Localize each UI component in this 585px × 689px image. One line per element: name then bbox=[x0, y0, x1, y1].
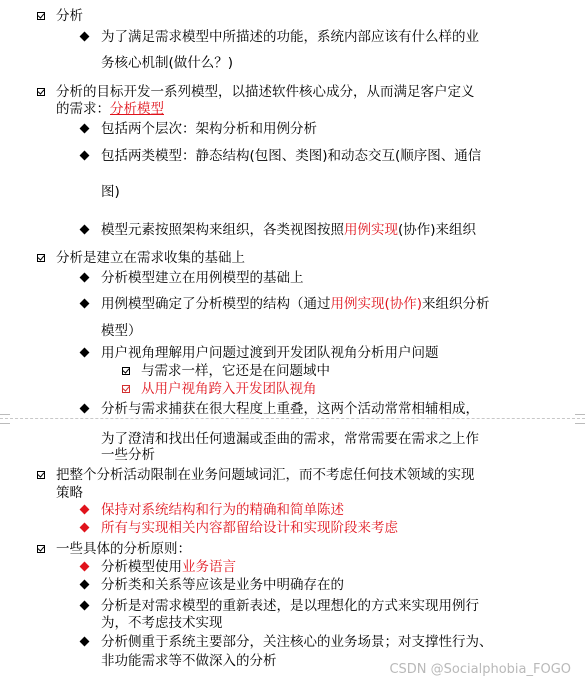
section-title: 分析是建立在需求收集的基础上 bbox=[56, 250, 245, 266]
checkbox-icon bbox=[37, 88, 45, 96]
diamond-bullet-icon bbox=[80, 225, 90, 235]
bullet-text: 模型元素按照架构来组织，各类视图按照用例实现(协作)来组织 bbox=[101, 222, 477, 238]
checkbox-icon bbox=[37, 12, 45, 20]
sub-bullet-text: 与需求一样，它还是在问题域中 bbox=[141, 363, 330, 379]
checkbox-icon bbox=[122, 367, 130, 375]
bullet-text: 所有与实现相关内容都留给设计和实现阶段来考虑 bbox=[101, 520, 398, 536]
watermark: CSDN @Socialphobia_FOGO bbox=[389, 662, 571, 677]
bullet-text: 分析与需求捕获在很大程度上重叠，这两个活动常常相辅相成， bbox=[101, 401, 479, 417]
bullet-text: 非功能需求等不做深入的分析 bbox=[101, 653, 277, 669]
page-break-marker bbox=[575, 414, 585, 424]
diamond-bullet-icon bbox=[80, 32, 90, 42]
bullet-text: 分析类和关系等应该是业务中明确存在的 bbox=[101, 577, 344, 593]
bullet-text: 分析模型使用业务语言 bbox=[101, 559, 236, 575]
diamond-bullet-icon bbox=[80, 580, 90, 590]
diamond-bullet-icon bbox=[80, 151, 90, 161]
diamond-bullet-icon bbox=[80, 601, 90, 611]
diamond-bullet-icon bbox=[80, 505, 90, 515]
bullet-text: 模型） bbox=[101, 323, 142, 339]
sub-bullet-text: 从用户视角跨入开发团队视角 bbox=[141, 381, 317, 397]
section-text: 分析的目标开发一系列模型，以描述软件核心成分，从而满足客户定义 bbox=[56, 84, 475, 100]
checkbox-icon bbox=[37, 545, 45, 553]
bullet-text: 一些分析 bbox=[101, 447, 155, 463]
bullet-text: 保持对系统结构和行为的精确和简单陈述 bbox=[101, 502, 344, 518]
section-title: 一些具体的分析原则： bbox=[56, 541, 191, 557]
bullet-text: 分析模型建立在用例模型的基础上 bbox=[101, 270, 304, 286]
section-title: 分析 bbox=[56, 8, 83, 24]
checkbox-icon bbox=[37, 254, 45, 262]
bullet-text: 分析侧重于系统主要部分，关注核心的业务场景；对支撑性行为、 bbox=[101, 634, 493, 650]
diamond-bullet-icon bbox=[80, 404, 90, 414]
diamond-bullet-icon bbox=[80, 562, 90, 572]
section-text: 把整个分析活动限制在业务问题域词汇，而不考虑任何技术领域的实现 bbox=[56, 467, 475, 483]
bullet-text: 包括两类模型：静态结构(包图、类图)和动态交互(顺序图、通信 bbox=[101, 148, 482, 164]
checkbox-icon bbox=[122, 385, 130, 393]
bullet-text: 包括两个层次：架构分析和用例分析 bbox=[101, 121, 317, 137]
diamond-bullet-icon bbox=[80, 523, 90, 533]
diamond-bullet-icon bbox=[80, 299, 90, 309]
page-break-divider bbox=[0, 418, 585, 419]
bullet-text: 分析是对需求模型的重新表述，是以理想化的方式来实现用例行 bbox=[101, 598, 479, 614]
diamond-bullet-icon bbox=[80, 637, 90, 647]
bullet-text: 图) bbox=[101, 184, 120, 200]
section-text: 的需求：分析模型 bbox=[56, 101, 164, 117]
diamond-bullet-icon bbox=[80, 348, 90, 358]
bullet-text: 为，不考虑技术实现 bbox=[101, 615, 223, 631]
bullet-text: 用户视角理解用户问题过渡到开发团队视角分析用户问题 bbox=[101, 345, 439, 361]
bullet-text: 用例模型确定了分析模型的结构（通过用例实现(协作)来组织分析 bbox=[101, 296, 490, 312]
checkbox-icon bbox=[37, 471, 45, 479]
bullet-text: 为了澄清和找出任何遗漏或歪曲的需求，常常需要在需求之上作 bbox=[101, 431, 479, 447]
bullet-text: 为了满足需求模型中所描述的功能，系统内部应该有什么样的业 bbox=[101, 29, 479, 45]
bullet-text: 务核心机制(做什么？) bbox=[101, 55, 234, 71]
diamond-bullet-icon bbox=[80, 124, 90, 134]
diamond-bullet-icon bbox=[80, 273, 90, 283]
link-analysis-model: 分析模型 bbox=[110, 101, 164, 117]
page-break-marker bbox=[0, 414, 10, 424]
section-text: 策略 bbox=[56, 485, 83, 501]
